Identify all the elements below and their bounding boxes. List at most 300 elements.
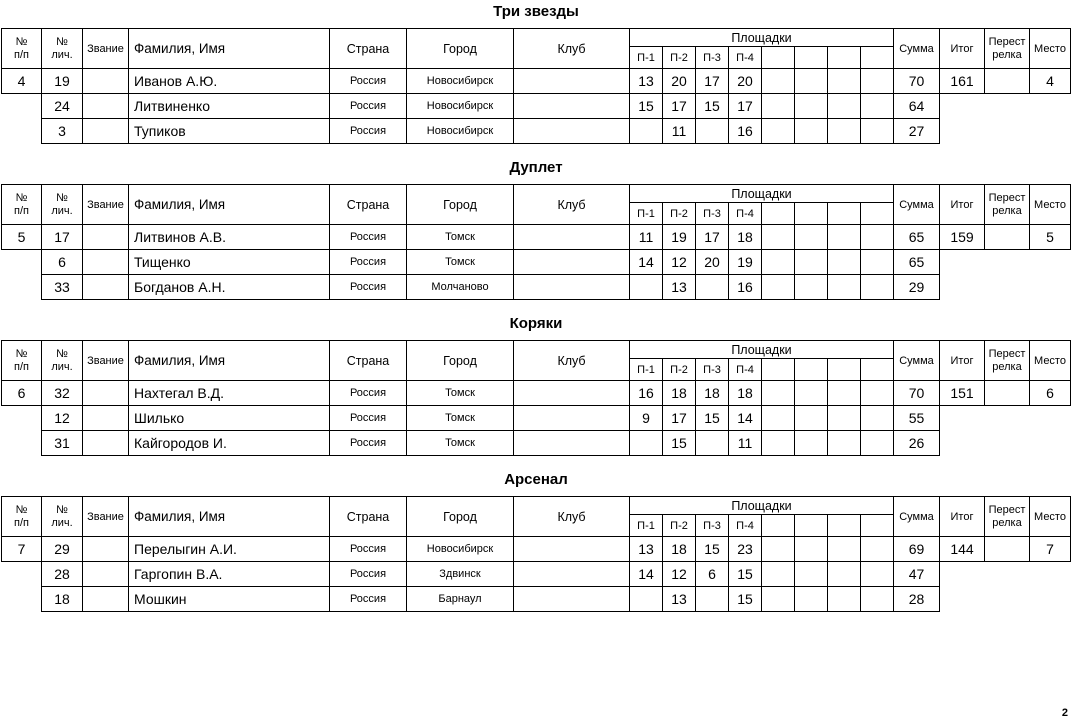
header-ploshchadka-3: П-3: [695, 46, 729, 69]
team-itog: 144: [939, 536, 985, 562]
player-club: [513, 586, 630, 612]
player-score-1: 16: [629, 380, 663, 406]
player-name: Кайгородов И.: [128, 430, 330, 456]
player-score-5: [761, 405, 795, 431]
header-ploshchadka-2: П-2: [662, 46, 696, 69]
player-sum: 55: [893, 405, 940, 431]
header-ploshchadka-6: [794, 46, 828, 69]
player-score-5: [761, 561, 795, 587]
player-score-1: [629, 118, 663, 144]
player-name: Иванов А.Ю.: [128, 68, 330, 94]
player-score-8: [860, 405, 894, 431]
team-itog: 161: [939, 68, 985, 94]
player-zvanie: [82, 118, 129, 144]
header-ploshchadka-6: [794, 514, 828, 537]
header-klub: Клуб: [513, 28, 630, 69]
player-number: 33: [41, 274, 83, 300]
header-klub: Клуб: [513, 340, 630, 381]
header-npp: [1, 340, 42, 381]
header-ploshchadka-8: [860, 514, 894, 537]
header-ploshchadki: Площадки: [629, 340, 894, 359]
header-mesto: Место: [1029, 496, 1071, 537]
header-ploshchadka-1: П-1: [629, 46, 663, 69]
header-fio: Фамилия, Имя: [128, 340, 330, 381]
header-ploshchadka-4: П-4: [728, 202, 762, 225]
header-ploshchadka-2: П-2: [662, 358, 696, 381]
player-score-2: 15: [662, 430, 696, 456]
player-score-1: [629, 586, 663, 612]
header-gorod: Город: [406, 496, 514, 537]
player-score-2: 19: [662, 224, 696, 250]
header-npp: [1, 496, 42, 537]
player-score-8: [860, 561, 894, 587]
player-score-7: [827, 68, 861, 94]
player-score-2: 18: [662, 536, 696, 562]
player-score-7: [827, 118, 861, 144]
team-npp: 6: [1, 380, 42, 406]
header-ploshchadka-7: [827, 202, 861, 225]
player-score-4: 17: [728, 93, 762, 119]
player-score-6: [794, 68, 828, 94]
player-country: Россия: [329, 380, 407, 406]
header-nlich: [41, 28, 83, 69]
player-score-7: [827, 561, 861, 587]
player-sum: 70: [893, 68, 940, 94]
player-score-7: [827, 586, 861, 612]
player-city: Томск: [406, 380, 514, 406]
player-score-8: [860, 68, 894, 94]
player-name: Шилько: [128, 405, 330, 431]
page-number: 2: [1061, 707, 1068, 719]
team-npp: 7: [1, 536, 42, 562]
player-club: [513, 118, 630, 144]
header-perestrelka-line: релка: [992, 48, 1022, 61]
player-sum: 47: [893, 561, 940, 587]
player-score-6: [794, 561, 828, 587]
player-score-1: [629, 274, 663, 300]
header-strana: Страна: [329, 184, 407, 225]
player-number: 12: [41, 405, 83, 431]
player-city: Новосибирск: [406, 536, 514, 562]
team-mesto: 4: [1029, 68, 1071, 94]
header-ploshchadka-1: П-1: [629, 514, 663, 537]
header-ploshchadka-5: [761, 202, 795, 225]
player-name: Нахтегал В.Д.: [128, 380, 330, 406]
player-name: Тупиков: [128, 118, 330, 144]
player-score-7: [827, 405, 861, 431]
header-perestrelka-line: Перест: [988, 191, 1026, 204]
header-strana: Страна: [329, 28, 407, 69]
player-score-3: 15: [695, 93, 729, 119]
player-score-1: [629, 430, 663, 456]
player-country: Россия: [329, 536, 407, 562]
player-score-5: [761, 536, 795, 562]
player-country: Россия: [329, 224, 407, 250]
player-country: Россия: [329, 118, 407, 144]
header-perestrelka-line: релка: [992, 204, 1022, 217]
header-nlich: [41, 496, 83, 537]
header-ploshchadki: Площадки: [629, 184, 894, 203]
player-zvanie: [82, 68, 129, 94]
player-city: Новосибирск: [406, 118, 514, 144]
player-score-4: 16: [728, 118, 762, 144]
player-score-1: 13: [629, 536, 663, 562]
header-perestrelka: [984, 184, 1030, 225]
player-score-4: 18: [728, 380, 762, 406]
player-score-5: [761, 118, 795, 144]
player-number: 31: [41, 430, 83, 456]
header-ploshchadka-1: П-1: [629, 358, 663, 381]
player-score-2: 17: [662, 93, 696, 119]
player-city: Томск: [406, 430, 514, 456]
player-club: [513, 68, 630, 94]
player-score-6: [794, 405, 828, 431]
player-number: 32: [41, 380, 83, 406]
player-zvanie: [82, 586, 129, 612]
player-name: Тищенко: [128, 249, 330, 275]
player-score-4: 14: [728, 405, 762, 431]
header-mesto: Место: [1029, 28, 1071, 69]
player-score-7: [827, 274, 861, 300]
player-score-6: [794, 586, 828, 612]
header-npp-line: п/п: [14, 360, 29, 373]
player-number: 6: [41, 249, 83, 275]
header-npp-line: №: [15, 191, 28, 204]
player-score-3: [695, 586, 729, 612]
player-zvanie: [82, 536, 129, 562]
player-score-5: [761, 224, 795, 250]
team-mesto: 5: [1029, 224, 1071, 250]
header-perestrelka: [984, 340, 1030, 381]
header-nlich-line: №: [56, 191, 68, 204]
player-score-4: 23: [728, 536, 762, 562]
player-club: [513, 380, 630, 406]
player-score-2: 12: [662, 561, 696, 587]
header-perestrelka: [984, 28, 1030, 69]
player-country: Россия: [329, 274, 407, 300]
player-score-2: 20: [662, 68, 696, 94]
player-score-8: [860, 224, 894, 250]
player-name: Перелыгин А.И.: [128, 536, 330, 562]
player-club: [513, 561, 630, 587]
player-score-8: [860, 536, 894, 562]
header-ploshchadka-3: П-3: [695, 358, 729, 381]
player-sum: 26: [893, 430, 940, 456]
player-score-7: [827, 249, 861, 275]
player-score-8: [860, 249, 894, 275]
player-score-3: [695, 118, 729, 144]
player-sum: 65: [893, 249, 940, 275]
player-number: 19: [41, 68, 83, 94]
player-score-6: [794, 430, 828, 456]
player-score-4: 11: [728, 430, 762, 456]
player-score-6: [794, 93, 828, 119]
header-perestrelka-line: релка: [992, 516, 1022, 529]
header-mesto: Место: [1029, 184, 1071, 225]
player-country: Россия: [329, 249, 407, 275]
player-club: [513, 249, 630, 275]
header-ploshchadka-7: [827, 358, 861, 381]
player-number: 17: [41, 224, 83, 250]
header-npp: [1, 28, 42, 69]
header-gorod: Город: [406, 184, 514, 225]
player-score-7: [827, 430, 861, 456]
player-score-1: 11: [629, 224, 663, 250]
player-city: Здвинск: [406, 561, 514, 587]
team-perestrelka: [984, 224, 1030, 250]
player-score-2: 12: [662, 249, 696, 275]
player-sum: 70: [893, 380, 940, 406]
header-npp-line: №: [15, 347, 28, 360]
player-score-8: [860, 380, 894, 406]
player-number: 3: [41, 118, 83, 144]
player-zvanie: [82, 249, 129, 275]
player-zvanie: [82, 405, 129, 431]
player-score-1: 14: [629, 249, 663, 275]
player-score-8: [860, 93, 894, 119]
header-ploshchadka-4: П-4: [728, 358, 762, 381]
player-score-7: [827, 224, 861, 250]
player-city: Томск: [406, 405, 514, 431]
player-score-3: [695, 274, 729, 300]
header-ploshchadka-4: П-4: [728, 46, 762, 69]
player-score-1: 15: [629, 93, 663, 119]
player-zvanie: [82, 380, 129, 406]
player-score-2: 13: [662, 274, 696, 300]
player-score-4: 19: [728, 249, 762, 275]
team-title: Арсенал: [504, 471, 568, 488]
player-score-8: [860, 274, 894, 300]
player-sum: 29: [893, 274, 940, 300]
header-ploshchadka-3: П-3: [695, 514, 729, 537]
player-country: Россия: [329, 405, 407, 431]
header-zvanie: Звание: [82, 496, 129, 537]
player-country: Россия: [329, 430, 407, 456]
header-klub: Клуб: [513, 496, 630, 537]
header-ploshchadka-5: [761, 46, 795, 69]
player-score-3: 6: [695, 561, 729, 587]
player-zvanie: [82, 561, 129, 587]
player-score-3: [695, 430, 729, 456]
header-fio: Фамилия, Имя: [128, 184, 330, 225]
player-club: [513, 274, 630, 300]
player-score-1: 9: [629, 405, 663, 431]
player-score-2: 13: [662, 586, 696, 612]
team-perestrelka: [984, 380, 1030, 406]
player-club: [513, 224, 630, 250]
team-npp: 4: [1, 68, 42, 94]
player-score-3: 18: [695, 380, 729, 406]
player-sum: 28: [893, 586, 940, 612]
header-ploshchadka-3: П-3: [695, 202, 729, 225]
header-npp-line: п/п: [14, 204, 29, 217]
header-ploshchadki: Площадки: [629, 28, 894, 47]
player-name: Мошкин: [128, 586, 330, 612]
header-gorod: Город: [406, 28, 514, 69]
player-score-6: [794, 224, 828, 250]
player-club: [513, 93, 630, 119]
team-mesto: 7: [1029, 536, 1071, 562]
player-score-5: [761, 274, 795, 300]
player-score-8: [860, 118, 894, 144]
player-city: Новосибирск: [406, 68, 514, 94]
player-zvanie: [82, 430, 129, 456]
player-score-4: 15: [728, 586, 762, 612]
header-strana: Страна: [329, 496, 407, 537]
player-score-5: [761, 93, 795, 119]
player-country: Россия: [329, 586, 407, 612]
player-score-5: [761, 249, 795, 275]
player-city: Новосибирск: [406, 93, 514, 119]
header-nlich-line: №: [56, 503, 68, 516]
team-title: Дуплет: [509, 159, 563, 176]
player-name: Гаргопин В.А.: [128, 561, 330, 587]
player-sum: 65: [893, 224, 940, 250]
player-score-7: [827, 536, 861, 562]
header-ploshchadka-8: [860, 46, 894, 69]
player-country: Россия: [329, 561, 407, 587]
player-score-6: [794, 274, 828, 300]
player-city: Молчаново: [406, 274, 514, 300]
header-summa: Сумма: [893, 184, 940, 225]
header-itog: Итог: [939, 28, 985, 69]
player-country: Россия: [329, 93, 407, 119]
player-city: Томск: [406, 249, 514, 275]
header-summa: Сумма: [893, 28, 940, 69]
header-perestrelka-line: Перест: [988, 503, 1026, 516]
player-score-2: 18: [662, 380, 696, 406]
player-number: 29: [41, 536, 83, 562]
header-summa: Сумма: [893, 340, 940, 381]
player-city: Томск: [406, 224, 514, 250]
header-perestrelka-line: Перест: [988, 347, 1026, 360]
player-number: 18: [41, 586, 83, 612]
header-nlich-line: №: [56, 347, 68, 360]
header-nlich-line: №: [56, 35, 68, 48]
header-ploshchadka-6: [794, 202, 828, 225]
header-zvanie: Звание: [82, 184, 129, 225]
header-ploshchadka-7: [827, 46, 861, 69]
player-score-6: [794, 380, 828, 406]
team-mesto: 6: [1029, 380, 1071, 406]
player-score-3: 17: [695, 68, 729, 94]
header-ploshchadka-2: П-2: [662, 514, 696, 537]
team-itog: 151: [939, 380, 985, 406]
player-score-2: 17: [662, 405, 696, 431]
header-mesto: Место: [1029, 340, 1071, 381]
header-strana: Страна: [329, 340, 407, 381]
header-npp-line: №: [15, 503, 28, 516]
player-sum: 27: [893, 118, 940, 144]
header-itog: Итог: [939, 496, 985, 537]
header-ploshchadka-1: П-1: [629, 202, 663, 225]
header-fio: Фамилия, Имя: [128, 28, 330, 69]
team-itog: 159: [939, 224, 985, 250]
header-ploshchadka-5: [761, 514, 795, 537]
header-ploshchadka-2: П-2: [662, 202, 696, 225]
header-klub: Клуб: [513, 184, 630, 225]
player-name: Литвиненко: [128, 93, 330, 119]
player-score-6: [794, 118, 828, 144]
header-perestrelka-line: Перест: [988, 35, 1026, 48]
header-perestrelka-line: релка: [992, 360, 1022, 373]
team-perestrelka: [984, 536, 1030, 562]
player-score-4: 15: [728, 561, 762, 587]
header-nlich-line: лич.: [51, 48, 73, 61]
header-npp-line: п/п: [14, 48, 29, 61]
header-nlich-line: лич.: [51, 360, 73, 373]
header-zvanie: Звание: [82, 340, 129, 381]
player-club: [513, 405, 630, 431]
player-country: Россия: [329, 68, 407, 94]
header-itog: Итог: [939, 340, 985, 381]
header-ploshchadka-6: [794, 358, 828, 381]
header-npp: [1, 184, 42, 225]
header-nlich: [41, 340, 83, 381]
header-npp-line: №: [15, 35, 28, 48]
header-nlich-line: лич.: [51, 204, 73, 217]
header-gorod: Город: [406, 340, 514, 381]
player-score-3: 17: [695, 224, 729, 250]
player-number: 28: [41, 561, 83, 587]
player-score-7: [827, 380, 861, 406]
player-club: [513, 536, 630, 562]
team-npp: 5: [1, 224, 42, 250]
player-score-5: [761, 586, 795, 612]
player-club: [513, 430, 630, 456]
player-score-3: 20: [695, 249, 729, 275]
player-score-1: 13: [629, 68, 663, 94]
player-zvanie: [82, 274, 129, 300]
header-ploshchadka-8: [860, 358, 894, 381]
player-score-4: 16: [728, 274, 762, 300]
header-ploshchadka-8: [860, 202, 894, 225]
header-npp-line: п/п: [14, 516, 29, 529]
player-score-8: [860, 586, 894, 612]
header-ploshchadka-4: П-4: [728, 514, 762, 537]
player-score-5: [761, 68, 795, 94]
header-itog: Итог: [939, 184, 985, 225]
team-perestrelka: [984, 68, 1030, 94]
player-score-6: [794, 536, 828, 562]
player-name: Богданов А.Н.: [128, 274, 330, 300]
player-number: 24: [41, 93, 83, 119]
header-ploshchadka-5: [761, 358, 795, 381]
player-score-6: [794, 249, 828, 275]
player-score-1: 14: [629, 561, 663, 587]
player-name: Литвинов А.В.: [128, 224, 330, 250]
player-score-4: 20: [728, 68, 762, 94]
header-nlich: [41, 184, 83, 225]
player-score-8: [860, 430, 894, 456]
player-score-3: 15: [695, 536, 729, 562]
player-score-5: [761, 430, 795, 456]
player-sum: 64: [893, 93, 940, 119]
header-perestrelka: [984, 496, 1030, 537]
player-score-2: 11: [662, 118, 696, 144]
player-sum: 69: [893, 536, 940, 562]
header-ploshchadki: Площадки: [629, 496, 894, 515]
header-ploshchadka-7: [827, 514, 861, 537]
header-nlich-line: лич.: [51, 516, 73, 529]
player-score-5: [761, 380, 795, 406]
player-city: Барнаул: [406, 586, 514, 612]
header-summa: Сумма: [893, 496, 940, 537]
player-score-7: [827, 93, 861, 119]
player-score-4: 18: [728, 224, 762, 250]
header-zvanie: Звание: [82, 28, 129, 69]
player-score-3: 15: [695, 405, 729, 431]
